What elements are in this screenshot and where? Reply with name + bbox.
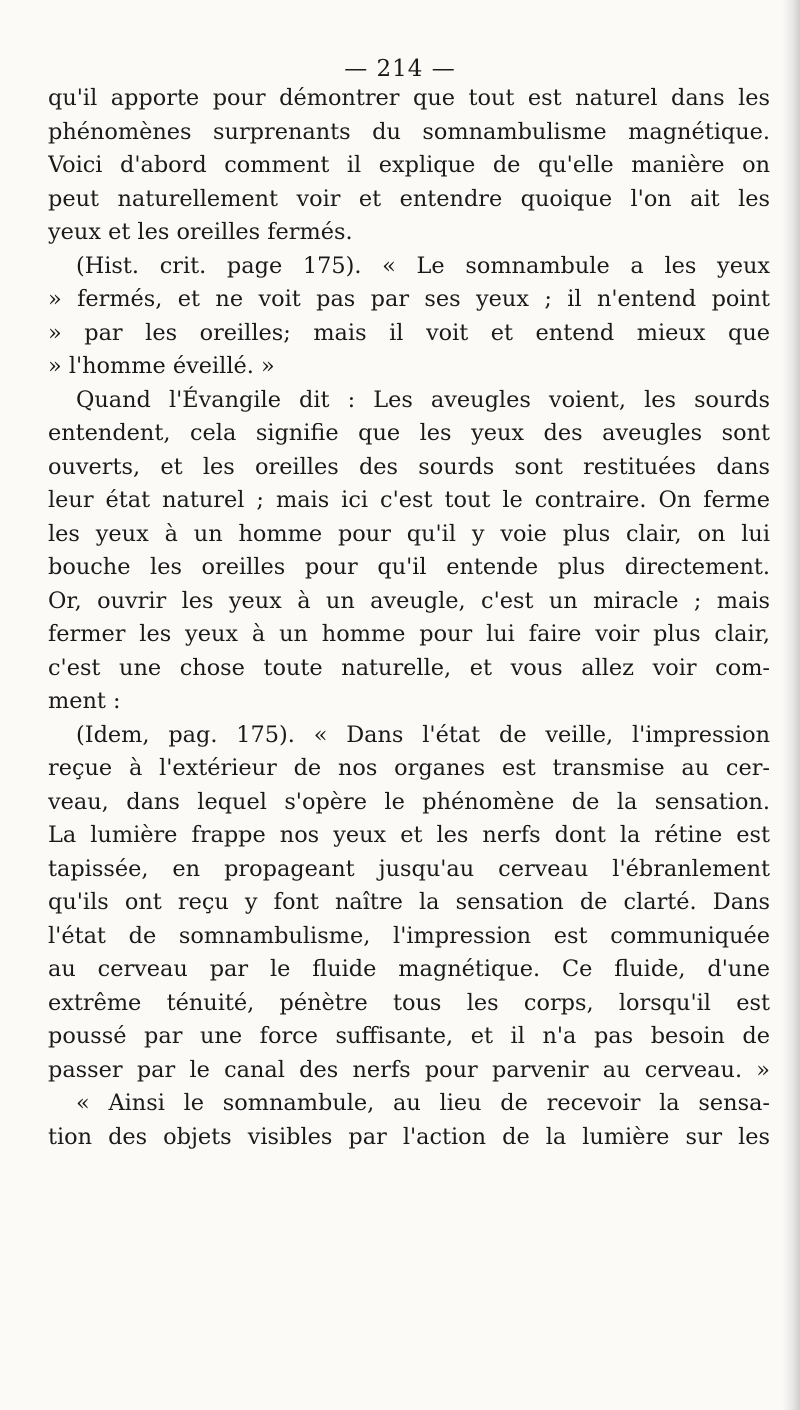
- text-line: La lumière frappe nos yeux et les nerfs dont la rétine est: [48, 822, 770, 848]
- text-line: peut naturellement voir et entendre quoique l'on ait les: [48, 185, 770, 212]
- text-line: qu'ils ont reçu y font naître la sensation de clarté. Dans: [48, 889, 770, 915]
- body-text: [48, 82, 770, 1154]
- text-line: qu'il apporte pour démontrer que tout est naturel dans les: [48, 85, 770, 111]
- text-line: l'état de somnambulisme, l'impression est communiquée: [48, 922, 770, 949]
- text-line: veau, dans lequel s'opère le phénomène de la sensation.: [48, 788, 770, 815]
- text-line: Quand l'Évangile dit : Les aveugles voient, les sourds: [76, 386, 770, 413]
- text-line: leur état naturel ; mais ici c'est tout le contraire. On ferme: [48, 487, 770, 513]
- text-line: Voici d'abord comment il explique de qu'elle manière on: [48, 152, 770, 178]
- text-line: ouverts, et les oreilles des sourds sont restituées dans: [48, 453, 770, 480]
- text-line: « Ainsi le somnambule, au lieu de recevoir la sensa-: [76, 1090, 770, 1116]
- text-line: Or, ouvrir les yeux à un aveugle, c'est un miracle ; mais: [48, 587, 770, 614]
- text-line: poussé par une force suffisante, et il n'a pas besoin de: [48, 1023, 770, 1049]
- text-line: passer par le canal des nerfs pour parvenir au cerveau. »: [48, 1056, 770, 1083]
- text-line: » par les oreilles; mais il voit et entend mieux que: [48, 319, 770, 346]
- text-line: bouche les oreilles pour qu'il entende plus directement.: [48, 554, 770, 580]
- text-line: » l'homme éveillé. »: [48, 353, 275, 379]
- text-line: phénomènes surprenants du somnambulisme magnétique.: [48, 118, 770, 145]
- text-line: fermer les yeux à un homme pour lui faire voir plus clair,: [48, 621, 770, 647]
- text-line: les yeux à un homme pour qu'il y voie plus clair, on lui: [48, 520, 770, 547]
- text-line: tion des objets visibles par l'action de la lumière sur les: [48, 1123, 770, 1150]
- text-line: (Idem, pag. 175). « Dans l'état de veille, l'impression: [76, 721, 770, 748]
- text-line: c'est une chose toute naturelle, et vous allez voir com-: [48, 654, 770, 681]
- text-line: » fermés, et ne voit pas par ses yeux ; il n'entend point: [48, 286, 770, 312]
- text-line: reçue à l'extérieur de nos organes est transmise au cer-: [48, 755, 770, 781]
- page-edge-shadow: [782, 0, 800, 1410]
- text-line: yeux et les oreilles fermés.: [48, 219, 353, 245]
- page-number: — 214 —: [344, 56, 456, 82]
- text-line: extrême ténuité, pénètre tous les corps, lorsqu'il est: [48, 989, 770, 1016]
- text-line: entendent, cela signifie que les yeux des aveugles sont: [48, 420, 770, 446]
- text-line: tapissée, en propageant jusqu'au cerveau l'ébranlement: [48, 855, 770, 882]
- text-line: au cerveau par le fluide magnétique. Ce fluide, d'une: [48, 956, 770, 982]
- text-line: ment :: [48, 688, 121, 714]
- text-line: (Hist. crit. page 175). « Le somnambule a les yeux: [76, 252, 770, 279]
